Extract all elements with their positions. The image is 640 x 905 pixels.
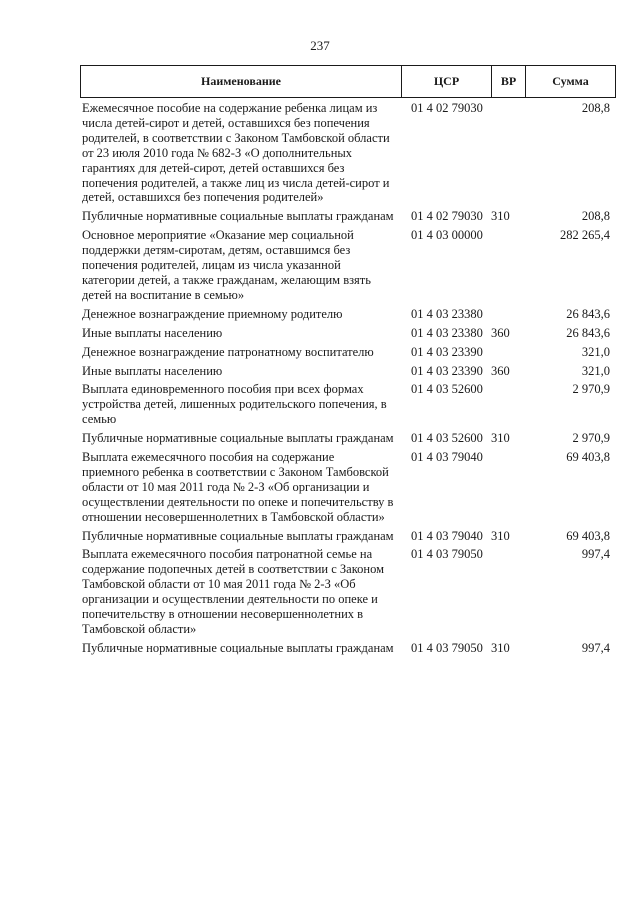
row-sum: 69 403,8 [566, 450, 610, 465]
row-csr: 01 4 03 23380 [411, 306, 483, 321]
row-csr: 01 4 03 23390 [411, 363, 483, 378]
table-row [80, 326, 616, 341]
row-sum: 2 970,9 [572, 382, 610, 397]
row-sum: 208,8 [581, 101, 610, 115]
table-row [80, 307, 616, 322]
row-sum: 26 843,6 [566, 325, 610, 340]
row-csr: 01 4 03 79050 [411, 640, 483, 655]
row-name: Иные выплаты населению [82, 325, 223, 340]
row-name: Выплата ежемесячного пособия патронатной семье на содержание подопечных детей в соответствии с Законом Тамбовской области от 10 мая 2011 года № 2-З «Об организации и осуществлении деятельности по опеке и попечительству в отношении несовершеннолетних в Тамбовской области» [82, 547, 384, 636]
row-name: Публичные нормативные социальные выплаты гражданам [82, 640, 394, 655]
row-vr: 310 [491, 528, 510, 543]
row-name: Публичные нормативные социальные выплаты гражданам [82, 209, 394, 224]
row-sum: 321,0 [581, 363, 610, 378]
table-row [80, 364, 616, 379]
table-row [80, 641, 616, 656]
row-sum: 282 265,4 [560, 228, 610, 243]
page-number: 237 [310, 38, 330, 53]
row-name: Ежемесячное пособие на содержание ребенка лицам из числа детей-сирот и детей, оставшихся без попечения родителей, в соответствии с Законом Тамбовской области от 23 июля 2010 года № 682-З «О дополнительных гарантиях для детей-сирот, детей оставшихся без попечения родителей, а также лиц из числа детей-сирот и детей, оставшихся без попечения родителей» [82, 101, 390, 205]
row-csr: 01 4 03 23390 [411, 344, 483, 359]
row-vr: 310 [491, 209, 510, 224]
row-csr: 01 4 03 00000 [411, 228, 483, 243]
row-csr: 01 4 03 79040 [411, 528, 483, 543]
row-csr: 01 4 03 79040 [411, 450, 483, 465]
table-row [80, 431, 616, 446]
row-csr: 01 4 02 79030 [411, 209, 483, 224]
row-vr: 360 [491, 363, 510, 378]
row-sum: 69 403,8 [566, 528, 610, 543]
table-row [80, 209, 616, 224]
row-name: Основное мероприятие «Оказание мер социальной поддержки детям-сиротам, детям, оставшимся без попечения родителей, лицам из числа указанной категории детей, а также гражданам, желающим взять детей на воспитание в семью» [82, 228, 371, 302]
row-name: Иные выплаты населению [82, 363, 223, 378]
row-sum: 26 843,6 [566, 306, 610, 321]
row-vr: 360 [491, 325, 510, 340]
row-csr: 01 4 03 52600 [411, 431, 483, 446]
table-row [80, 450, 616, 525]
header-sum: Сумма [525, 66, 615, 97]
row-csr: 01 4 03 79050 [411, 547, 483, 562]
header-csr: ЦСР [401, 66, 491, 97]
row-sum: 208,8 [581, 209, 610, 224]
row-vr: 310 [491, 431, 510, 446]
row-csr: 01 4 03 52600 [411, 382, 483, 397]
table-row [80, 345, 616, 360]
table-header [80, 65, 616, 98]
row-csr: 01 4 03 23380 [411, 325, 483, 340]
row-name: Публичные нормативные социальные выплаты гражданам [82, 431, 394, 446]
row-name: Денежное вознаграждение приемному родителю [82, 306, 343, 321]
table-row [80, 101, 616, 205]
row-sum: 997,4 [581, 640, 610, 655]
table-row [80, 228, 616, 303]
row-name: Выплата единовременного пособия при всех формах устройства детей, лишенных родительского попечения, в семью [82, 382, 387, 427]
table-row [80, 529, 616, 544]
row-csr: 01 4 02 79030 [411, 101, 483, 115]
table-row [80, 382, 616, 427]
row-name: Выплата ежемесячного пособия на содержание приемного ребенка в соответствии с Законом Тамбовской области от 10 мая 2011 года № 2-З «Об организации и осуществлении деятельности по опеке и попечительству в отношении несовершеннолетних в Тамбовской области» [82, 450, 394, 524]
table-body [80, 98, 616, 656]
header-name: Наименование [201, 74, 281, 88]
row-sum: 997,4 [581, 547, 610, 562]
row-vr: 310 [491, 640, 510, 655]
header-vr: ВР [491, 66, 525, 97]
table-row [80, 547, 616, 636]
budget-table [80, 65, 616, 660]
row-sum: 321,0 [581, 344, 610, 359]
row-sum: 2 970,9 [572, 431, 610, 446]
row-name: Денежное вознаграждение патронатному воспитателю [82, 344, 374, 359]
row-name: Публичные нормативные социальные выплаты гражданам [82, 528, 394, 543]
